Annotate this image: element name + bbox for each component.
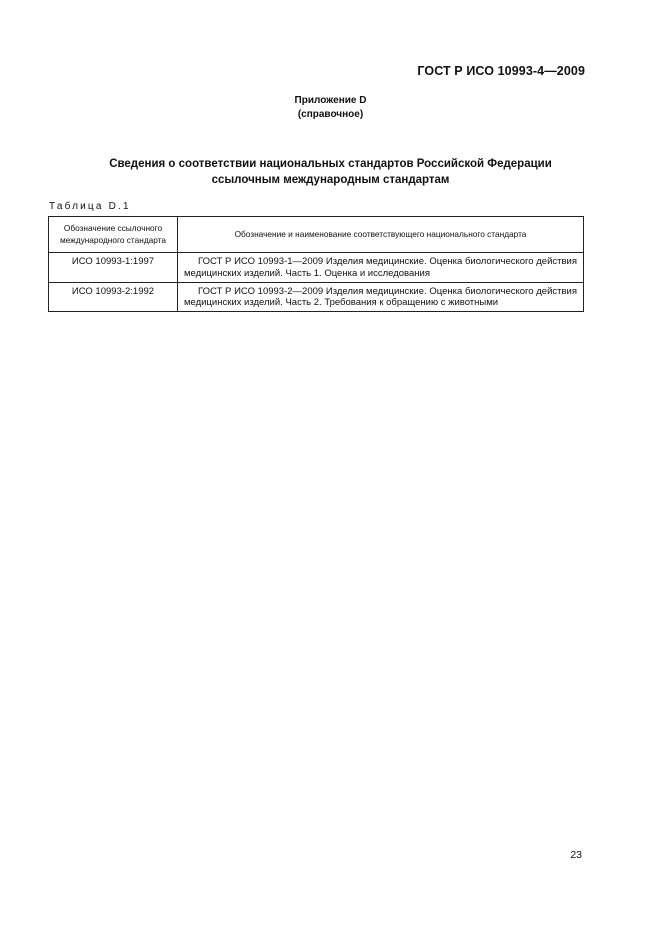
cell-ref: ИСО 10993-2:1992 <box>49 282 178 312</box>
table-caption: Таблица D.1 <box>49 201 131 212</box>
appendix-title: Приложение D <box>294 95 367 106</box>
cell-national: ГОСТ Р ИСО 10993-1—2009 Изделия медицинские. Оценка биологического действия медицинских изделий. Часть 1. Оценка и исследования <box>178 253 584 283</box>
appendix-subtitle: (справочное) <box>297 109 364 120</box>
appendix-heading <box>0 94 661 122</box>
cell-ref: ИСО 10993-1:1997 <box>49 253 178 283</box>
table-header-row <box>49 217 584 253</box>
document-code: ГОСТ Р ИСО 10993-4—2009 <box>417 64 585 78</box>
page-number: 23 <box>570 849 582 861</box>
column-header-ref: Обозначение ссылочного международного стандарта <box>49 217 178 253</box>
column-header-national: Обозначение и наименование соответствующего национального стандарта <box>178 217 584 253</box>
section-title <box>0 156 661 188</box>
section-title-line-2: ссылочным международным стандартам <box>211 174 450 186</box>
table-row <box>49 253 584 283</box>
cell-national: ГОСТ Р ИСО 10993-2—2009 Изделия медицинские. Оценка биологического действия медицинских изделий. Часть 2. Требования к обращению с животными <box>178 282 584 312</box>
table-row <box>49 282 584 312</box>
correspondence-table <box>48 216 584 312</box>
section-title-line-1: Сведения о соответствии национальных стандартов Российской Федерации <box>109 158 552 170</box>
